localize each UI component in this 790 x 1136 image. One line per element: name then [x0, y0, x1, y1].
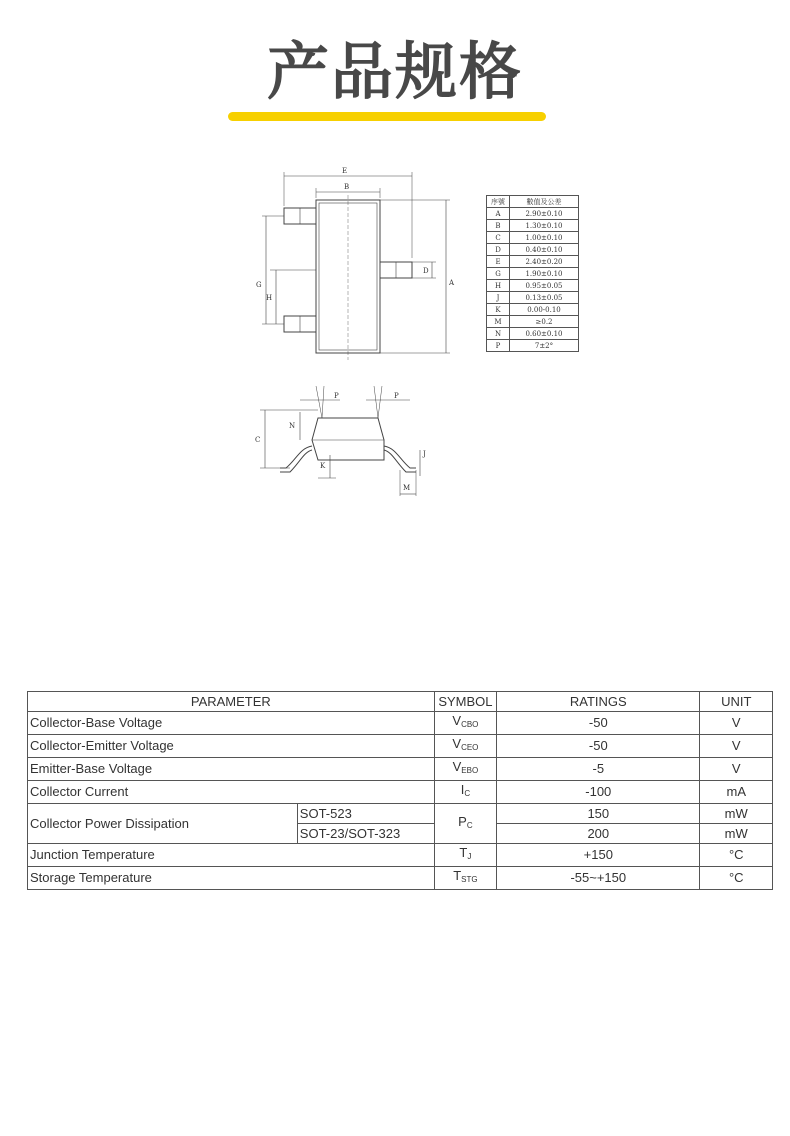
- dimension-row: [487, 292, 579, 304]
- dimension-code: J: [487, 292, 510, 304]
- label-N: N: [289, 422, 296, 430]
- table-row: [28, 867, 773, 890]
- label-D: D: [423, 267, 429, 275]
- symbol-cell: $T_{STG}$: [434, 867, 496, 890]
- dimension-value: 2.90±0.10: [510, 208, 579, 220]
- package-cell: SOT-523: [297, 804, 434, 824]
- dimension-code: B: [487, 220, 510, 232]
- label-K: K: [320, 462, 326, 470]
- package-cell: SOT-23/SOT-323: [297, 824, 434, 844]
- label-B: B: [344, 183, 350, 191]
- dimension-code: C: [487, 232, 510, 244]
- spec-header-row: [28, 692, 773, 712]
- dimension-value: 2.40±0.20: [510, 256, 579, 268]
- dimension-value: 1.90±0.10: [510, 268, 579, 280]
- dimension-row: [487, 220, 579, 232]
- rating-cell: 200: [497, 824, 700, 844]
- unit-cell: mW: [700, 824, 773, 844]
- symbol-cell: $T_J$: [434, 844, 496, 867]
- spec-table: [27, 691, 773, 890]
- table-row: [28, 735, 773, 758]
- unit-cell: mA: [700, 781, 773, 804]
- dimension-value: 1.00±0.10: [510, 232, 579, 244]
- package-outline-drawing: [0, 0, 790, 520]
- dimension-value: 0.13±0.05: [510, 292, 579, 304]
- rating-cell: +150: [497, 844, 700, 867]
- dimension-header-code: 序號: [487, 196, 510, 208]
- rating-cell: -100: [497, 781, 700, 804]
- label-E: E: [342, 167, 348, 175]
- unit-cell: mW: [700, 804, 773, 824]
- table-row: [28, 844, 773, 867]
- param-cell: Collector-Base Voltage: [28, 712, 435, 735]
- param-cell: Collector Current: [28, 781, 435, 804]
- rating-cell: -50: [497, 735, 700, 758]
- rating-cell: -50: [497, 712, 700, 735]
- dimension-value: ≥0.2: [510, 316, 579, 328]
- label-J: J: [423, 450, 426, 458]
- header-ratings: RATINGS: [497, 692, 700, 712]
- dimension-row: [487, 304, 579, 316]
- dimension-code: G: [487, 268, 510, 280]
- symbol-cell: $P_C$: [434, 804, 496, 844]
- unit-cell: V: [700, 712, 773, 735]
- dimension-value: 0.00-0.10: [510, 304, 579, 316]
- page-title: 产品规格: [266, 35, 523, 108]
- dimension-table: [486, 195, 579, 352]
- unit-cell: °C: [700, 867, 773, 890]
- dimension-code: D: [487, 244, 510, 256]
- table-row: [28, 712, 773, 735]
- header-symbol: SYMBOL: [434, 692, 496, 712]
- unit-cell: V: [700, 735, 773, 758]
- dimension-header-row: [487, 196, 579, 208]
- dimension-row: [487, 232, 579, 244]
- label-A: A: [449, 279, 455, 287]
- dimension-value: 7±2°: [510, 340, 579, 352]
- header-parameter: PARAMETER: [28, 692, 435, 712]
- dimension-value: 0.60±0.10: [510, 328, 579, 340]
- symbol-cell: $V_{CBO}$: [434, 712, 496, 735]
- param-cell: Storage Temperature: [28, 867, 435, 890]
- dimension-value: 0.95±0.05: [510, 280, 579, 292]
- dimension-row: [487, 244, 579, 256]
- dimension-header-value: 數值及公差: [510, 196, 579, 208]
- dimension-row: [487, 208, 579, 220]
- dimension-value: 0.40±0.10: [510, 244, 579, 256]
- label-C: C: [255, 436, 261, 444]
- table-row: [28, 804, 773, 824]
- dimension-code: N: [487, 328, 510, 340]
- rating-cell: -5: [497, 758, 700, 781]
- param-cell: Emitter-Base Voltage: [28, 758, 435, 781]
- dimension-row: [487, 280, 579, 292]
- dimension-row: [487, 316, 579, 328]
- label-M: M: [403, 484, 411, 492]
- dimension-code: K: [487, 304, 510, 316]
- symbol-cell: $V_{CEO}$: [434, 735, 496, 758]
- dimension-code: A: [487, 208, 510, 220]
- label-G: G: [256, 281, 262, 289]
- param-cell: Collector Power Dissipation: [28, 804, 298, 844]
- dimension-row: [487, 328, 579, 340]
- dimension-row: [487, 340, 579, 352]
- side-body: [312, 418, 384, 460]
- symbol-cell: $V_{EBO}$: [434, 758, 496, 781]
- dimension-value: 1.30±0.10: [510, 220, 579, 232]
- dimension-code: E: [487, 256, 510, 268]
- dimension-row: [487, 268, 579, 280]
- dimension-code: M: [487, 316, 510, 328]
- table-row: [28, 758, 773, 781]
- param-cell: Collector-Emitter Voltage: [28, 735, 435, 758]
- rating-cell: -55~+150: [497, 867, 700, 890]
- header-unit: UNIT: [700, 692, 773, 712]
- unit-cell: °C: [700, 844, 773, 867]
- param-cell: Junction Temperature: [28, 844, 435, 867]
- dimension-code: H: [487, 280, 510, 292]
- label-P2: P: [394, 392, 399, 400]
- dimension-row: [487, 256, 579, 268]
- label-H: H: [266, 294, 273, 302]
- symbol-cell: $I_C$: [434, 781, 496, 804]
- table-row: [28, 781, 773, 804]
- rating-cell: 150: [497, 804, 700, 824]
- unit-cell: V: [700, 758, 773, 781]
- label-P1: P: [334, 392, 339, 400]
- dimension-code: P: [487, 340, 510, 352]
